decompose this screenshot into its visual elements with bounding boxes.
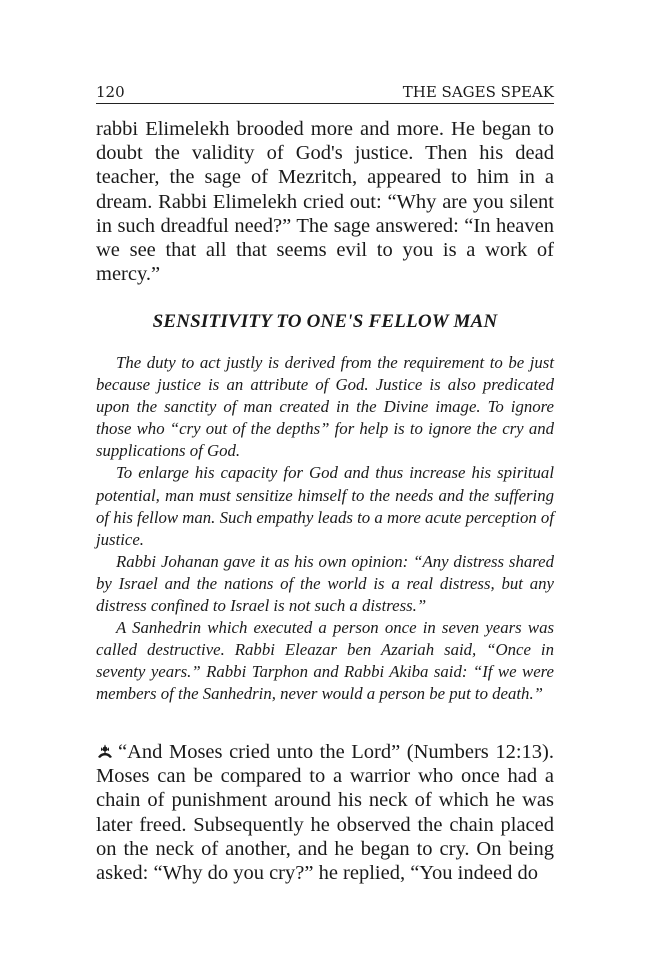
final-paragraph — [96, 740, 554, 885]
section-heading: SENSITIVITY TO ONE'S FELLOW MAN — [152, 311, 498, 332]
book-page — [96, 0, 554, 975]
italic-paragraph: Rabbi Johanan gave it as his own opinion: “Any distress shared by Israel and the nations of the world is a real distress, but any distress confined to Israel is not such a distress.” — [96, 551, 554, 616]
running-title: THE SAGES SPEAK — [402, 83, 554, 101]
italic-commentary — [96, 352, 554, 706]
floral-ornament-icon — [96, 744, 114, 760]
page-number: 120 — [96, 83, 125, 101]
italic-paragraph: A Sanhedrin which executed a person once in seven years was called destructive. Rabbi Eleazar ben Azariah said, “Once in seventy years.” Rabbi Tarphon and Rabbi Akiba said: “If we were members of the Sanhedrin, never would a person be put to death.” — [96, 618, 554, 704]
opening-paragraph: rabbi Elimelekh brooded more and more. He began to doubt the validity of God's justice. Then his dead teacher, the sage of Mezritch, appeared to him in a dream. Rabbi Elimelekh cried out: “Why are you silent in such dreadful need?” The sage answered: “In heaven we see that all that seems evil to you is a work of mercy.” — [96, 118, 554, 286]
italic-paragraph: To enlarge his capacity for God and thus increase his spiritual potential, man must sensitize himself to the needs and the suffering of his fellow man. Such empathy leads to a more acute perception of justice. — [96, 463, 554, 549]
italic-paragraph: The duty to act justly is derived from the requirement to be just because justice is an attribute of God. Justice is also predicated upon the sanctity of man created in the Divine image. To ignore those who “cry out of the depths” for help is to ignore the cry and supplications of God. — [96, 353, 554, 461]
header-rule — [96, 103, 554, 104]
running-head — [96, 83, 554, 105]
final-paragraph-text: “And Moses cried unto the Lord” (Numbers 12:13). Moses can be compared to a warrior who once had a chain of punishment around his neck of which he was later freed. Subsequently he observed the chain placed on the neck of another, and he began to cry. On being asked: “Why do you cry?” he replied, “You indeed do — [96, 741, 554, 885]
